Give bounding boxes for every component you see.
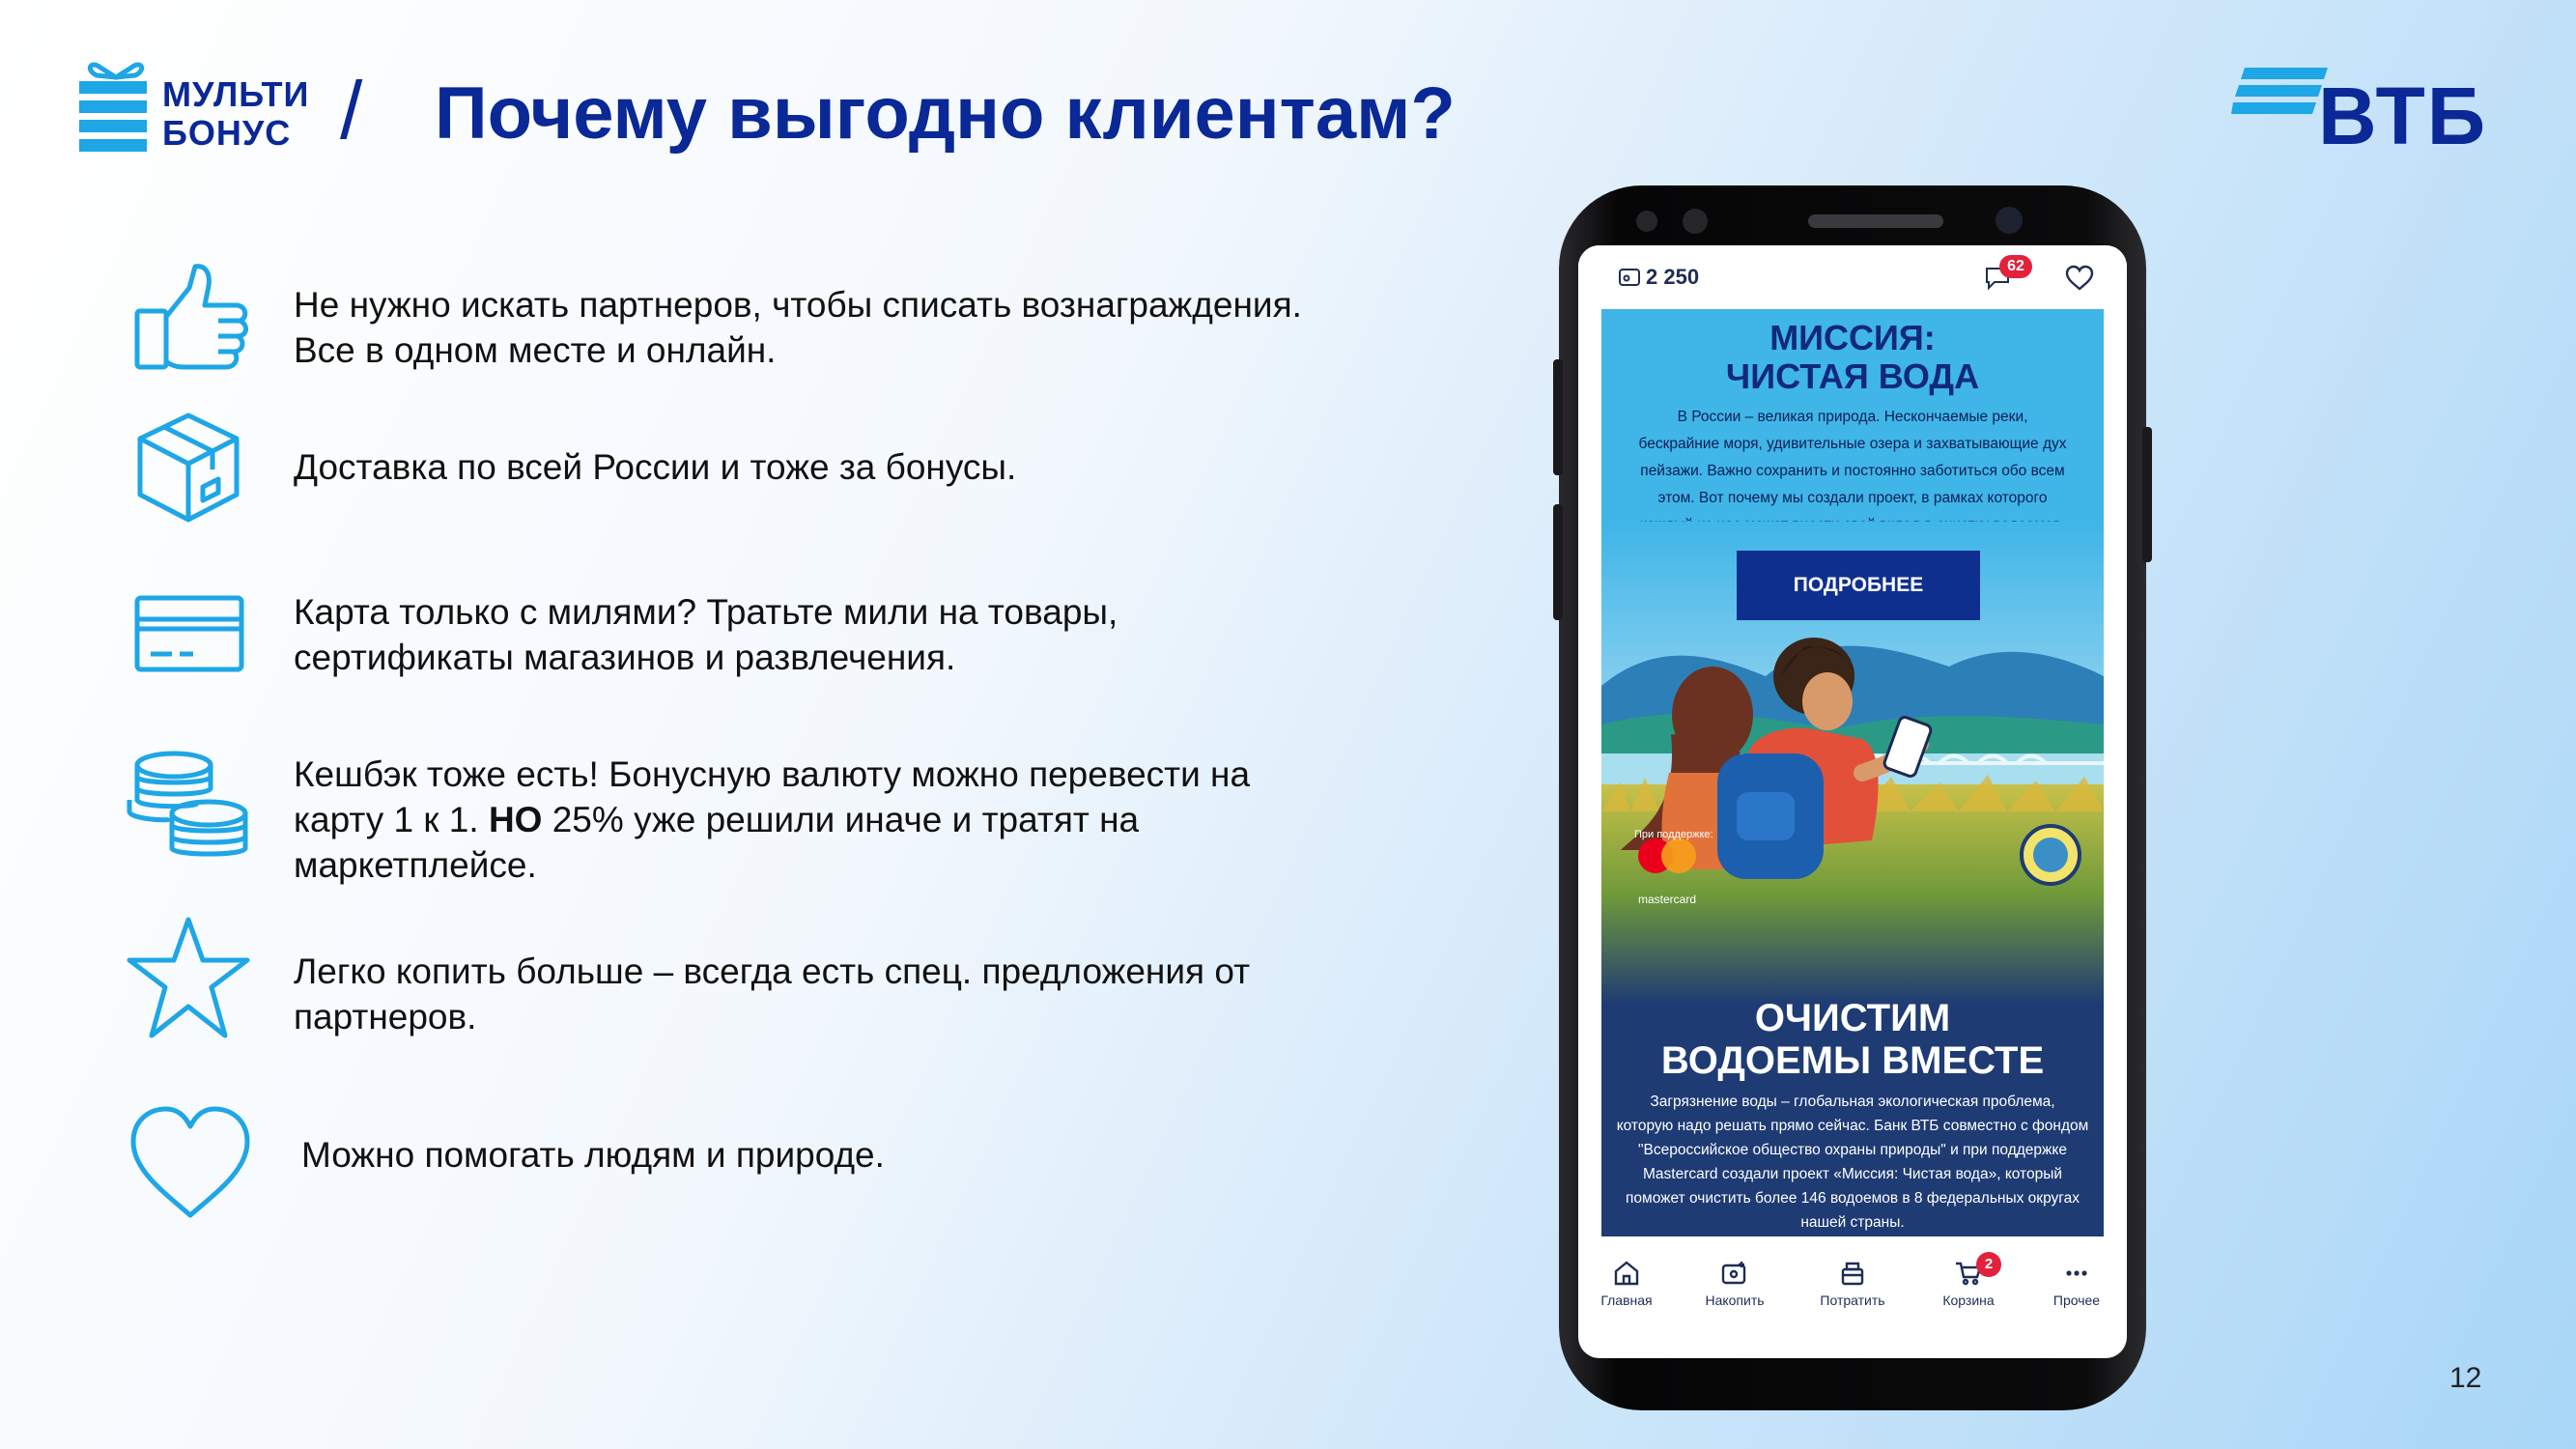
- banner-body-line: пейзажи. Важно сохранить и постоянно заботиться обо всем: [1640, 463, 2065, 479]
- feature-1-line-2: Все в одном месте и онлайн.: [294, 330, 777, 370]
- credit-card-icon: [126, 575, 251, 700]
- feature-4-line-2-pre: карту 1 к 1.: [294, 800, 489, 839]
- banner-body-line: бескрайние моря, удивительные озера и захватывающие дух: [1638, 436, 2067, 452]
- nav-more-label: Прочее: [2052, 1293, 2101, 1308]
- nav-spend[interactable]: [1804, 1260, 1901, 1308]
- bottom-navigation: [1578, 1250, 2127, 1327]
- phone-power-button: [2142, 427, 2152, 562]
- phone-speaker: [1808, 214, 1943, 228]
- banner-body-line: этом. Вот почему мы создали проект, в рамках которого: [1657, 490, 2048, 506]
- feature-1-line-1: Не нужно искать партнеров, чтобы списать вознаграждения.: [294, 285, 1302, 325]
- gift-icon: [1838, 1260, 1867, 1287]
- nav-accumulate-label: Накопить: [1705, 1293, 1765, 1308]
- phone-mockup: [1559, 185, 2146, 1410]
- banner-body-2: [1611, 1090, 2094, 1235]
- coins-icon: [126, 744, 251, 869]
- nav-cart-label: Корзина: [1942, 1293, 1995, 1308]
- logo-line1: МУЛЬТИ: [162, 74, 310, 114]
- title-separator: /: [340, 65, 363, 156]
- phone-front-camera: [1996, 207, 2023, 234]
- page-number: 12: [2449, 1362, 2482, 1394]
- banner-title: [1601, 319, 2104, 396]
- banner-title-2-line1: ОЧИСТИМ: [1754, 997, 1951, 1039]
- nav-more[interactable]: [2028, 1260, 2125, 1308]
- star-icon: [126, 916, 251, 1041]
- nav-home-label: Главная: [1600, 1293, 1653, 1308]
- nav-home[interactable]: [1578, 1260, 1675, 1308]
- feature-1-text: [294, 282, 1395, 373]
- support-label: При поддержке:: [1634, 829, 1713, 840]
- banner-body: [1611, 404, 2094, 539]
- phone-volume-button-2: [1553, 504, 1563, 620]
- banner-body-2-line: Mastercard создали проект «Миссия: Чистая вода», который: [1642, 1166, 2063, 1182]
- box-icon: [126, 406, 251, 531]
- feature-4-line-1: Кешбэк тоже есть! Бонусную валюту можно перевести на: [294, 754, 1251, 794]
- nav-cart[interactable]: [1920, 1256, 2017, 1308]
- phone-sensor-2: [1683, 209, 1708, 234]
- cart-badge: 2: [1976, 1252, 2001, 1277]
- more-icon: [2062, 1260, 2091, 1287]
- banner-body-2-line: нашей страны.: [1800, 1214, 1905, 1231]
- phone-screen: [1578, 245, 2127, 1358]
- thumbs-up-icon: [126, 261, 251, 386]
- app-top-bar: [1578, 245, 2127, 309]
- feature-2-text: [294, 444, 1395, 490]
- banner-title-line2: ЧИСТАЯ ВОДА: [1725, 356, 1980, 396]
- gift-logo-icon: [77, 60, 155, 156]
- mastercard-label: mastercard: [1638, 893, 1697, 906]
- banner-title-2: [1601, 997, 2104, 1082]
- feature-5-line-2: партнеров.: [294, 997, 477, 1037]
- nav-accumulate[interactable]: [1686, 1260, 1783, 1308]
- phone-volume-button: [1553, 359, 1563, 475]
- banner-body-2-line: "Всероссийское общество охраны природы" и при поддержке: [1638, 1142, 2067, 1158]
- phone-sensor: [1636, 211, 1657, 232]
- feature-3-text: [294, 589, 1395, 680]
- page-title: Почему выгодно клиентам?: [435, 72, 1456, 155]
- banner-title-line1: МИССИЯ:: [1769, 318, 1936, 357]
- heart-icon: [127, 1103, 253, 1229]
- feature-4-line-3: маркетплейсе.: [294, 845, 537, 885]
- feature-5-text: [294, 949, 1395, 1039]
- vtb-stripes-icon: [2231, 64, 2328, 122]
- banner-body-line: В России – великая природа. Нескончаемые реки,: [1677, 409, 2028, 425]
- more-details-button[interactable]: ПОДРОБНЕЕ: [1737, 551, 1980, 620]
- feature-4-emphasis: НО: [488, 800, 543, 839]
- wallet-plus-icon: [1720, 1260, 1749, 1287]
- feature-4-text: [294, 752, 1395, 888]
- feature-3-line-1: Карта только с милями? Тратьте мили на товары,: [294, 592, 1118, 632]
- messages-badge: 62: [1999, 255, 2032, 278]
- wallet-icon[interactable]: [1619, 269, 1640, 286]
- logo-line2: БОНУС: [162, 113, 292, 153]
- mission-banner[interactable]: [1601, 309, 2104, 1236]
- vtb-wordmark: ВТБ: [2318, 71, 2488, 161]
- home-icon: [1612, 1260, 1641, 1287]
- feature-4-line-2-post: 25% уже решили иначе и тратят на: [542, 800, 1140, 839]
- banner-body-2-line: поможет очистить более 146 водоемов в 8 федеральных округах: [1626, 1190, 2080, 1207]
- bonus-balance[interactable]: 2 250: [1646, 265, 1700, 289]
- banner-body-2-line: которую надо решать прямо сейчас. Банк ВТБ совместно с фондом: [1616, 1118, 2089, 1134]
- feature-3-line-2: сертификаты магазинов и развлечения.: [294, 638, 956, 677]
- banner-body-2-line: Загрязнение воды – глобальная экологическая проблема,: [1650, 1094, 2055, 1110]
- favorites-icon[interactable]: [2065, 265, 2094, 292]
- multibonus-wordmark: [162, 75, 309, 153]
- feature-2-line-1: Доставка по всей России и тоже за бонусы.: [294, 447, 1017, 487]
- feature-6-text: [301, 1132, 1402, 1178]
- feature-4-line-2: [294, 797, 1395, 842]
- nav-spend-label: Потратить: [1820, 1293, 1885, 1308]
- banner-title-2-line2: ВОДОЕМЫ ВМЕСТЕ: [1660, 1039, 2045, 1082]
- feature-5-line-1: Легко копить больше – всегда есть спец. предложения от: [294, 952, 1251, 991]
- feature-6-line-1: Можно помогать людям и природе.: [301, 1135, 885, 1175]
